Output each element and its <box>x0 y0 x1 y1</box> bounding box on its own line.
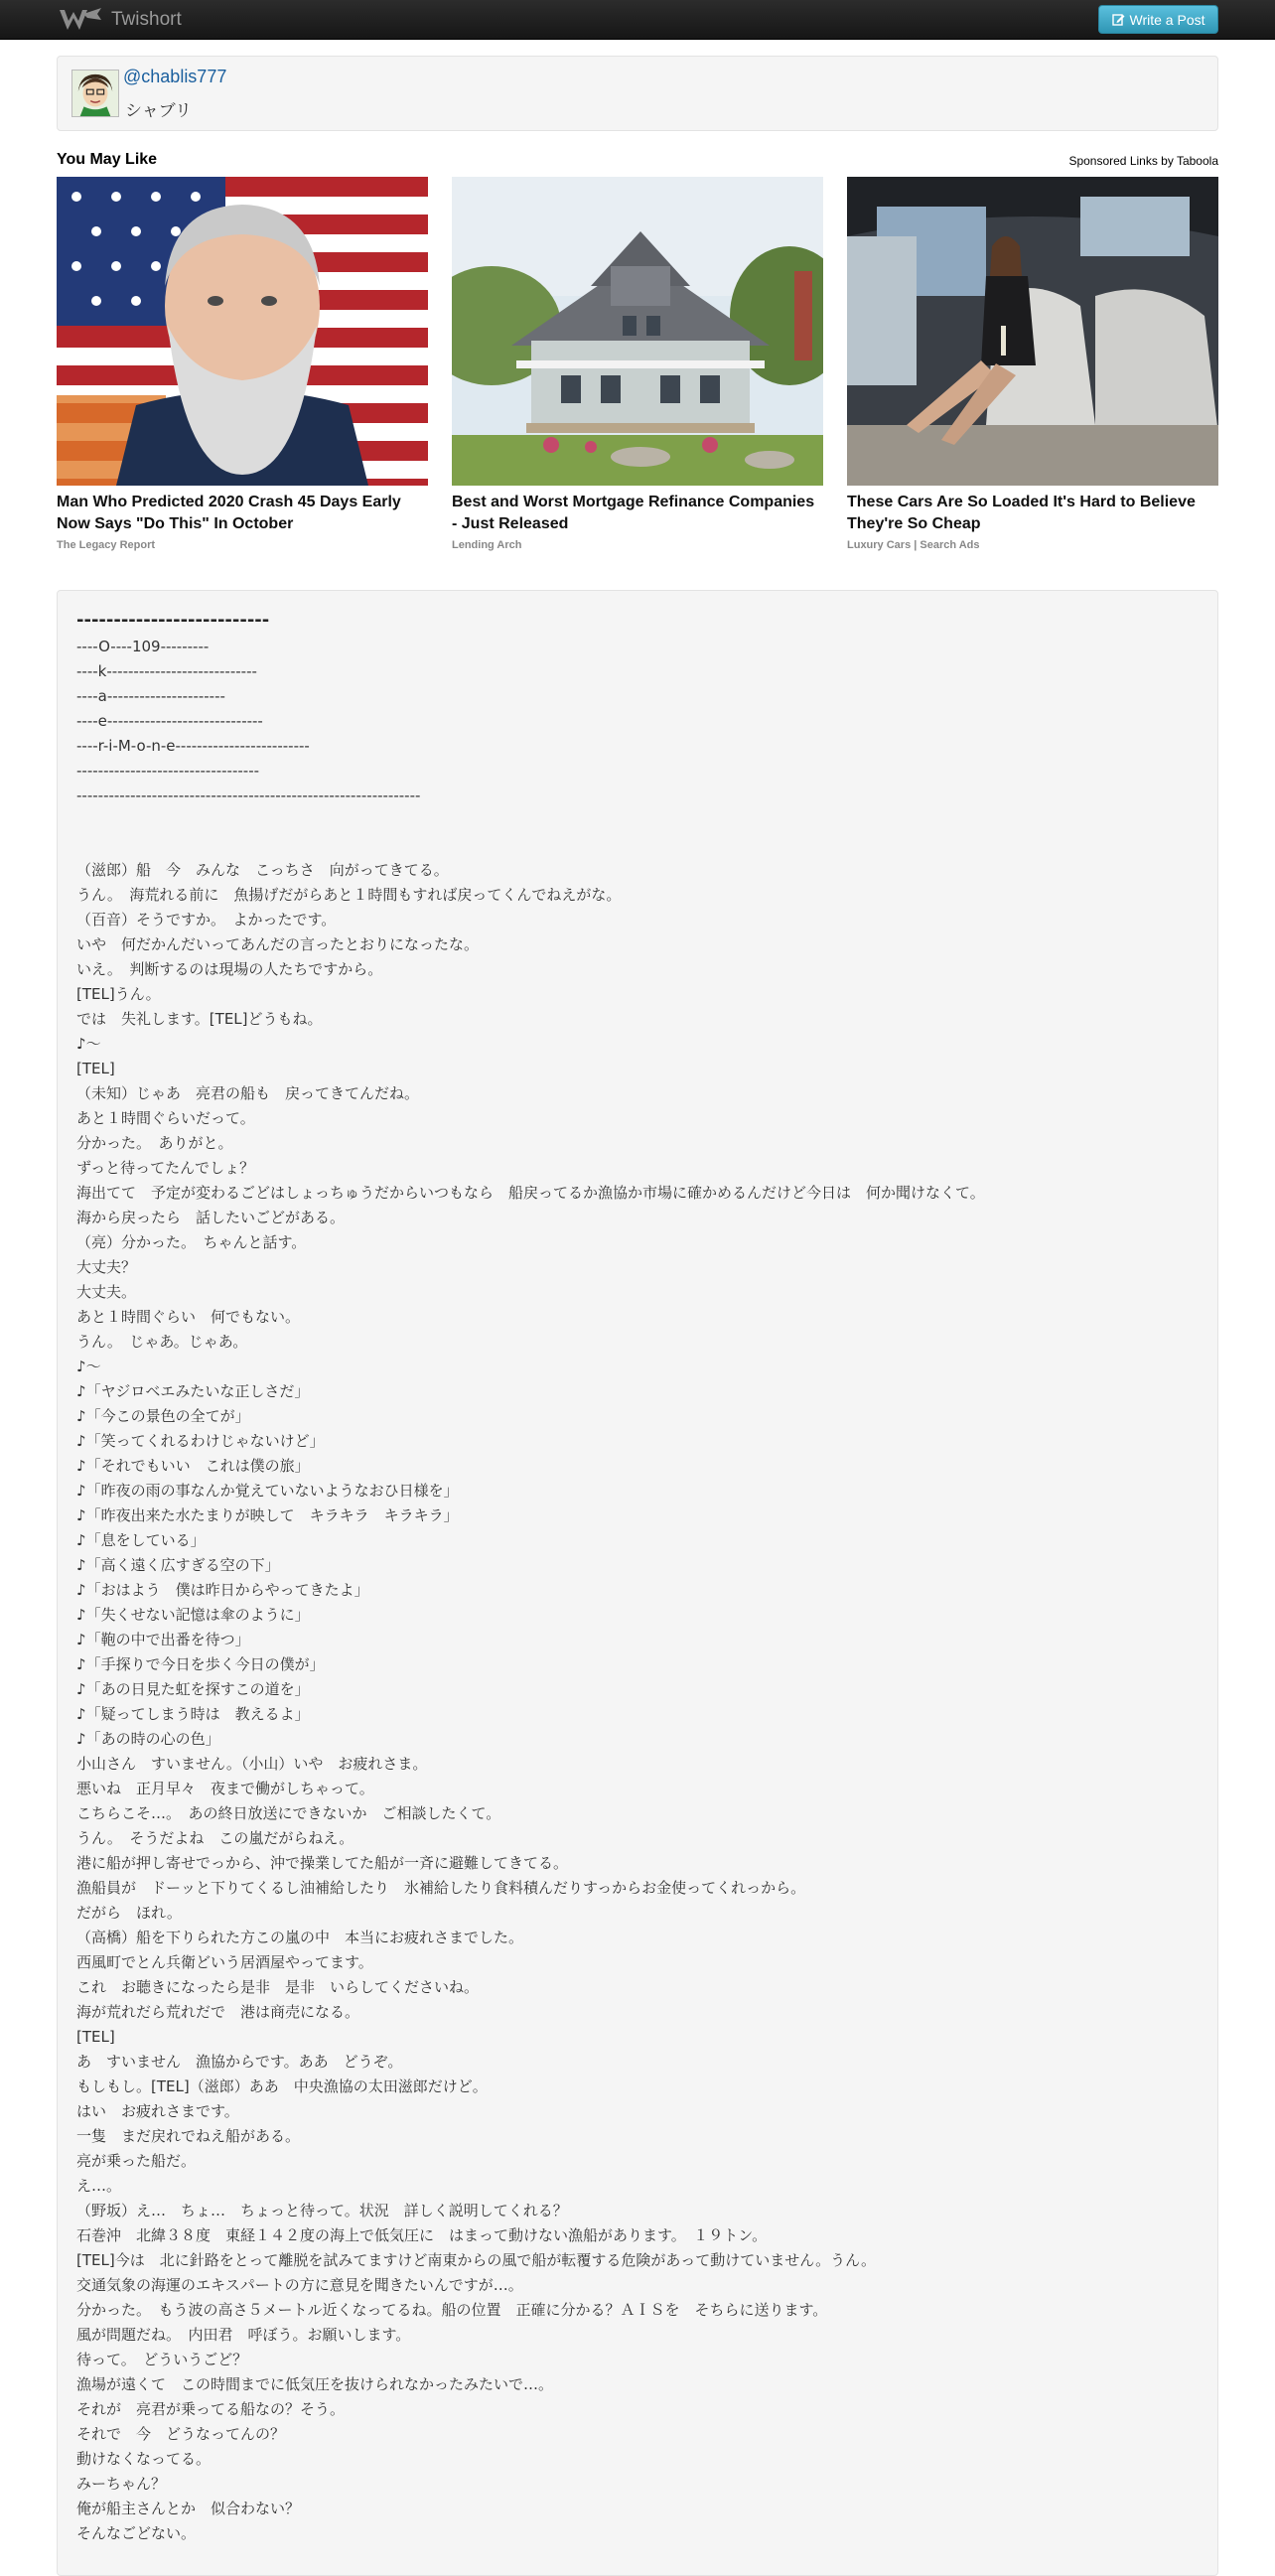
post-line <box>76 833 1199 858</box>
post-text <box>76 635 1199 2546</box>
post-line: ♪～ <box>76 1358 101 1375</box>
post-line: みーちゃん？ <box>76 2475 167 2493</box>
post-line: 西風町でとん兵衛どいう居酒屋やってます。 <box>76 1953 373 1971</box>
post-line: （百音）そうですか。 よかったです。 <box>76 911 337 929</box>
recommendation-image <box>847 177 1218 486</box>
post-line: [TEL]うん。 <box>76 985 161 1003</box>
post-line: 悪いね 正月早々 夜まで働がしちゃって。 <box>76 1780 374 1797</box>
recommendation-source: The Legacy Report <box>57 539 156 551</box>
post-line: ♪「手探りで今日を歩く今日の僕が」 <box>76 1655 325 1673</box>
recommendation-card[interactable] <box>452 177 823 551</box>
post-line: ♪「笑ってくれるわけじゃないけど」 <box>76 1432 325 1450</box>
post-line: 漁場が遠くて この時間までに低気圧を抜けられなかったみたいで…。 <box>76 2375 554 2393</box>
post-line: ♪「息をしている」 <box>76 1531 206 1549</box>
post-line: こちらこそ…。 あの終日放送にできないか ご相談したくて。 <box>76 1804 501 1822</box>
post-panel <box>57 590 1218 2576</box>
post-line: ---------------------------------- <box>76 762 260 780</box>
recommendation-card[interactable] <box>57 177 428 551</box>
recommendation-image <box>57 177 428 486</box>
post-line: 交通気象の海運のエキスパートの方に意見を聞きたいんですが…。 <box>76 2276 523 2294</box>
post-line: ♪～ <box>76 1035 101 1053</box>
post-line: （未知）じゃあ 亮君の船も 戻ってきてんだね。 <box>76 1084 420 1102</box>
post-line: 小山さん すいません。（小山）いや お疲れさま。 <box>76 1755 428 1773</box>
post-line: もしもし。[TEL]（滋郎）ああ 中央漁協の太田滋郎だけど。 <box>76 2077 488 2095</box>
post-line: ♪「あの日見た虹を探すこの道を」 <box>76 1680 310 1698</box>
post-line: いや 何だかんだいってあんだの言ったとおりになったな。 <box>76 935 480 953</box>
recommendation-source: Luxury Cars | Search Ads <box>847 539 980 551</box>
post-line: ----r-i-M-o-n-e------------------------- <box>76 737 310 755</box>
post-line: 動けなくなってる。 <box>76 2450 212 2468</box>
post-line: ♪「おはよう 僕は昨日からやってきたよ」 <box>76 1581 369 1599</box>
post-line: ♪「昨夜出来た水たまりが映して キラキラ キラキラ」 <box>76 1506 459 1524</box>
post-line: それで 今 どうなってんの？ <box>76 2425 286 2443</box>
post-line: ♪「鞄の中で出番を待つ」 <box>76 1631 250 1648</box>
post-line: はい お疲れさまです。 <box>76 2102 239 2120</box>
post-line: ----O----109--------- <box>76 638 210 655</box>
handle-at: @ <box>123 67 142 86</box>
top-navbar <box>0 0 1275 40</box>
sponsored-links-label[interactable]: Sponsored Links by Taboola <box>1068 154 1218 168</box>
post-line: 港に船が押し寄せでっから、沖で操業してた船が一斉に避難してきてる。 <box>76 1854 569 1872</box>
author-display-name: シャブリ <box>125 101 192 121</box>
post-line: 俺が船主さんとか 似合わない？ <box>76 2500 301 2517</box>
post-line: ---------------------------------------------------------------- <box>76 787 421 804</box>
post-line: あ すいません 漁協からです。ああ どうぞ。 <box>76 2053 403 2071</box>
post-line: 大丈夫？ <box>76 1258 137 1276</box>
post-line: ----e----------------------------- <box>76 712 263 730</box>
recommendation-card[interactable] <box>847 177 1218 551</box>
post-line: （野坂）え… ちょ… ちょっと待って。状況 詳しく説明してくれる？ <box>76 2202 568 2219</box>
post-line: あと１時間ぐらい 何でもない。 <box>76 1308 301 1326</box>
post-line: ----a---------------------- <box>76 687 225 705</box>
post-line: 風が問題だね。 内田君 呼ぼう。お願いします。 <box>76 2326 411 2344</box>
post-line: ♪「疑ってしまう時は 教えるよ」 <box>76 1705 310 1723</box>
author-panel <box>57 56 1218 131</box>
brand-link[interactable] <box>58 6 182 34</box>
avatar-image <box>72 71 118 116</box>
post-line: [TEL] <box>76 2028 115 2046</box>
post-line: あと１時間ぐらいだって。 <box>76 1109 255 1127</box>
post-line: ♪「高く遠く広すぎる空の下」 <box>76 1556 280 1574</box>
post-line: 待って。 どういうごど？ <box>76 2351 248 2368</box>
post-line: ----k---------------------------- <box>76 662 257 680</box>
post-line: だがら ほれ。 <box>76 1904 182 1922</box>
edit-icon <box>1112 13 1125 26</box>
twishort-logo-icon <box>58 6 103 34</box>
post-body <box>76 609 1199 2546</box>
post-line: え…。 <box>76 2177 122 2195</box>
post-line: 分かった。 もう波の高さ５メートル近くなってるね。船の位置 正確に分かる？ＡＩＳを そちらに送ります。 <box>76 2301 828 2319</box>
post-line: うん。 そうだよね この嵐だがらねえ。 <box>76 1829 354 1847</box>
post-line: （高橋）船を下りられた方この嵐の中 本当にお疲れさまでした。 <box>76 1929 524 1946</box>
post-line: ♪「それでもいい これは僕の旅」 <box>76 1457 310 1475</box>
post-line: [TEL]今は 北に針路をとって離脱を試みてますけど南東からの風で船が転覆する危険があって動けていません。うん。 <box>76 2251 877 2269</box>
post-line: （滋郎）船 今 みんな こっちさ 向がってきてる。 <box>76 861 449 879</box>
post-header: -------------------------- <box>76 610 270 631</box>
recommendation-title[interactable]: These Cars Are So Loaded It's Hard to Believe They're So Cheap <box>847 494 1196 532</box>
post-line: 漁船員が ドーッと下りてくるし油補給したり 氷補給したり食料積んだりすっからお金使ってくれっから。 <box>76 1879 806 1897</box>
post-line: 分かった。 ありがと。 <box>76 1134 233 1152</box>
post-line: それが 亮君が乗ってる船なの？そう。 <box>76 2400 346 2418</box>
recommendation-title[interactable]: Man Who Predicted 2020 Crash 45 Days Early Now Says "Do This" In October <box>57 494 401 532</box>
post-line: 海から戻ったら 話したいごどがある。 <box>76 1209 346 1226</box>
recommendation-image <box>452 177 823 486</box>
post-line: 海出てて 予定が変わるごどはしょっちゅうだからいつもなら 船戻ってるか漁協か市場に確かめるんだけど今日は 何か聞けなくて。 <box>76 1184 985 1202</box>
author-username: chablis777 <box>141 67 227 86</box>
post-line: 大丈夫。 <box>76 1283 137 1301</box>
post-line: では 失礼します。[TEL]どうもね。 <box>76 1010 323 1028</box>
post-line: これ お聴きになったら是非 是非 いらしてくださいね。 <box>76 1978 480 1996</box>
post-line <box>76 808 1199 833</box>
post-line: ずっと待ってたんでしょ？ <box>76 1159 255 1177</box>
recommendation-source: Lending Arch <box>452 539 522 551</box>
post-line: ♪「ヤジロベエみたいな正しさだ」 <box>76 1382 310 1400</box>
post-line: そんなごどない。 <box>76 2524 197 2542</box>
author-handle-link[interactable] <box>123 67 226 87</box>
recommendation-title[interactable]: Best and Worst Mortgage Refinance Companies - Just Released <box>452 494 815 532</box>
recommendations-heading: You May Like <box>57 151 158 168</box>
post-line: うん。 海荒れる前に 魚揚げだがらあと１時間もすれば戻ってくんでねえがな。 <box>76 886 622 904</box>
post-line: ♪「あの時の心の色」 <box>76 1730 220 1748</box>
write-post-label: Write a Post <box>1129 11 1205 28</box>
brand-name: Twishort <box>111 9 182 30</box>
post-line: 海が荒れだら荒れだで 港は商売になる。 <box>76 2003 360 2021</box>
post-line: [TEL] <box>76 1060 115 1077</box>
write-post-button[interactable] <box>1098 5 1218 34</box>
post-line: うん。 じゃあ。じゃあ。 <box>76 1333 248 1351</box>
post-line: ♪「今この景色の全てが」 <box>76 1407 250 1425</box>
post-line: いえ。 判断するのは現場の人たちですから。 <box>76 960 383 978</box>
post-line: ♪「失くせない記憶は傘のように」 <box>76 1606 310 1624</box>
post-line: 亮が乗った船だ。 <box>76 2152 197 2170</box>
post-line: 石巻沖 北緯３８度 東経１４２度の海上で低気圧に はまって動けない漁船があります。 １９トン。 <box>76 2226 768 2244</box>
post-line: （亮）分かった。 ちゃんと話す。 <box>76 1233 307 1251</box>
post-line: 一隻 まだ戻れでねえ船がある。 <box>76 2127 301 2145</box>
avatar[interactable] <box>71 70 119 117</box>
post-line: ♪「昨夜の雨の事なんか覚えていないようなおひ日様を」 <box>76 1482 459 1500</box>
